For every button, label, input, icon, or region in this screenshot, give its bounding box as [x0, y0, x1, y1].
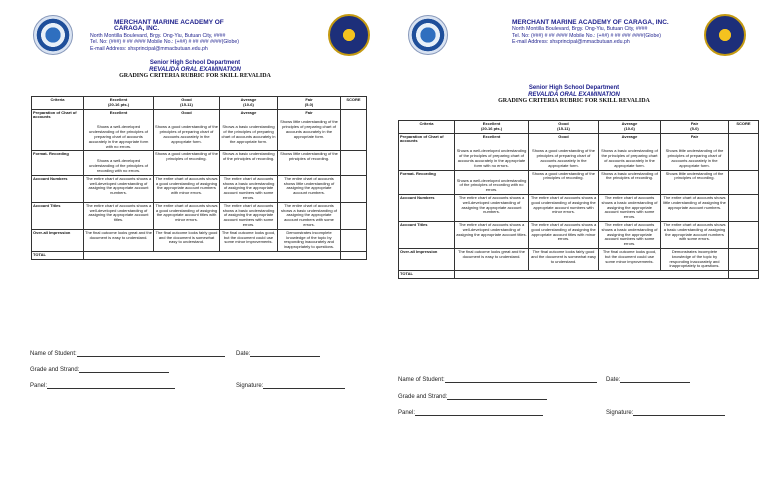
- fair-header: [661, 121, 729, 134]
- fair-cell: The entire chart of accounts shows a basic understanding of assigning the appropriate account numbers with some errors.: [278, 202, 341, 229]
- good-cell: The final outcome looks fairly good and the document is somewhat easy to understand.: [529, 248, 599, 270]
- merchant-marine-logo-icon: [408, 15, 448, 55]
- score-header: SCORE: [341, 97, 367, 110]
- panel-label: Panel:: [398, 410, 416, 416]
- school-telephone: Tel. No: (###) # ## #### Mobile No.: (+##) # ## ### ####(Globe): [90, 39, 239, 46]
- table-row: [32, 109, 367, 151]
- good-cell: [154, 109, 220, 151]
- average-cell: The final outcome looks good, but the document could use some minor improvements.: [599, 248, 661, 270]
- sublabel: Fair: [305, 109, 313, 115]
- fair-text: Shows little understanding of the principles of preparing chart of accounts accurately in the appropriate form.: [280, 119, 338, 139]
- criteria-cell: Over-all Impression: [32, 229, 84, 251]
- average-cell: The entire chart of accounts shows a basic understanding of assigning the appropriate account numbers with some errors.: [220, 202, 278, 229]
- excellent-cell: The final outcome looks great and the document is easy to understand.: [455, 248, 529, 270]
- good-points: (15-11): [557, 125, 570, 131]
- total-row: [399, 271, 759, 279]
- grade-strand-label: Grade and Strand:: [398, 394, 448, 400]
- average-cell: [599, 133, 661, 170]
- fair-label: Fair: [690, 121, 699, 126]
- school-name: MERCHANT MARINE ACADEMY OF CARAGA, INC.: [114, 19, 224, 33]
- student-name-field[interactable]: [398, 376, 597, 383]
- school-header: [512, 20, 702, 46]
- school-address: North Montilla Boulevard, Brgy. Ong-Yiu, Butuan City, ####: [512, 26, 648, 33]
- grade-strand-label: Grade and Strand:: [30, 367, 80, 373]
- table-row: [32, 151, 367, 175]
- total-score-cell[interactable]: [729, 271, 759, 279]
- department-block: [464, 85, 684, 105]
- panel-label: Panel:: [30, 383, 48, 389]
- score-cell[interactable]: [729, 248, 759, 270]
- rubric-page-right: [384, 0, 768, 503]
- good-text: Shows a good understanding of the principles of preparing chart of accounts accurately in the appropriate form.: [155, 124, 218, 144]
- grade-strand-field[interactable]: [30, 366, 169, 373]
- student-name-label: Name of Student:: [398, 377, 445, 383]
- score-cell[interactable]: [341, 175, 367, 202]
- table-row: [399, 170, 759, 194]
- school-name: MERCHANT MARINE ACADEMY OF CARAGA, INC.: [512, 19, 669, 26]
- school-address: North Montilla Boulevard, Brgy. Ong-Yiu, Butuan City, ####: [90, 32, 226, 39]
- total-label: TOTAL: [32, 251, 84, 259]
- average-cell: The entire chart of accounts shows a basic understanding of assigning the appropriate account numbers with some errors.: [220, 175, 278, 202]
- average-cell: Shows a basic understanding of the principles of recording.: [599, 170, 661, 194]
- fair-label: Fair: [305, 97, 313, 102]
- good-text: Shows a good understanding of the principles of preparing chart of accounts accurately in the appropriate form.: [532, 148, 595, 168]
- excellent-text: Shows a well-developed understanding of the principles of preparing chart of accounts accurately in the appropriate form with no errors.: [456, 148, 527, 168]
- senior-high-school-seal-icon: [328, 14, 370, 56]
- signature-field[interactable]: [606, 409, 725, 416]
- excellent-cell: The entire chart of accounts shows a well-developed understanding of assigning the appropriate account numbers.: [84, 175, 154, 202]
- criteria-cell: Account Titles: [32, 202, 84, 229]
- score-cell[interactable]: [341, 151, 367, 175]
- excellent-cell: The entire chart of accounts shows a well-developed understanding of assigning the appropriate account titles.: [84, 202, 154, 229]
- good-cell: The entire chart of accounts shows a good understanding of assigning the appropriate account numbers with minor errors.: [529, 194, 599, 221]
- average-cell: [220, 109, 278, 151]
- average-points: (10-6): [243, 101, 254, 107]
- score-header: SCORE: [729, 121, 759, 134]
- excellent-cell: The final outcome looks great and the document is easy to understand.: [84, 229, 154, 251]
- average-cell: The final outcome looks good, but the document could use some minor improvements.: [220, 229, 278, 251]
- fair-cell: Shows little understanding of the principles of recording.: [278, 151, 341, 175]
- fair-cell: The entire chart of accounts shows little understanding of assigning the appropriate account numbers.: [661, 194, 729, 221]
- school-header: [90, 20, 250, 52]
- department-name: Senior High School Department: [149, 60, 241, 66]
- school-email: E-mail Address: shsprincipal@mmacbutuan.edu.ph: [90, 45, 208, 52]
- student-name-label: Name of Student:: [30, 351, 77, 357]
- excellent-label: Excellent: [109, 97, 128, 102]
- criteria-cell: Preparation of Chart of accounts: [32, 109, 84, 151]
- table-row: [32, 229, 367, 251]
- signature-label: Signature:: [606, 410, 634, 416]
- fair-text: Shows little understanding of the principles of preparing chart of accounts accurately in the appropriate form.: [665, 148, 724, 168]
- fair-cell: Shows little understanding of the principles of recording.: [661, 170, 729, 194]
- average-points: (10-6): [624, 125, 635, 131]
- sublabel: Average: [240, 109, 257, 115]
- department-block: [100, 60, 290, 80]
- excellent-cell: The entire chart of accounts shows a well-developed understanding of assigning the appropriate account titles.: [455, 221, 529, 248]
- table-row: [399, 194, 759, 221]
- rubric-title: GRADING CRITERIA RUBRIC FOR SKILL REVALIDA: [498, 98, 650, 104]
- fair-cell: The entire chart of accounts shows a basic understanding of assigning the appropriate account numbers with some errors.: [661, 221, 729, 248]
- sublabel: Excellent: [109, 109, 128, 115]
- criteria-cell: Preparation of Chart of accounts: [399, 133, 455, 170]
- criteria-cell: Format- Recording: [399, 170, 455, 194]
- rubric-table: [398, 120, 759, 279]
- good-header: [154, 97, 220, 110]
- excellent-label: Excellent: [482, 121, 501, 126]
- good-points: (15-11): [180, 101, 193, 107]
- date-field[interactable]: [606, 376, 690, 383]
- criteria-header: Criteria: [32, 97, 84, 110]
- panel-field[interactable]: [30, 382, 175, 389]
- sublabel: Average: [621, 133, 638, 139]
- table-row: [32, 175, 367, 202]
- excellent-header: [84, 97, 154, 110]
- table-header-row: [399, 121, 759, 134]
- good-cell: The entire chart of accounts shows a good understanding of assigning the appropriate account titles with minor errors.: [154, 202, 220, 229]
- excellent-points: (20-16 pts.): [107, 101, 130, 107]
- date-field[interactable]: [236, 350, 320, 357]
- senior-high-school-seal-icon: [704, 14, 746, 56]
- fair-cell: [278, 109, 341, 151]
- average-header: [599, 121, 661, 134]
- average-text: Shows a basic understanding of the principles of preparing chart of accounts accurately in the appropriate form.: [221, 124, 276, 144]
- criteria-header: Criteria: [399, 121, 455, 134]
- date-label: Date:: [606, 377, 621, 383]
- average-cell: Shows a basic understanding of the principles of recording.: [220, 151, 278, 175]
- department-name: Senior High School Department: [528, 85, 620, 91]
- average-label: Average: [621, 121, 638, 126]
- sublabel: Excellent: [482, 133, 501, 139]
- fair-cell: Demonstrates incomplete knowledge of the topic by responding inaccurately and inappropriately to questions.: [661, 248, 729, 270]
- score-cell[interactable]: [341, 109, 367, 151]
- score-cell[interactable]: [729, 221, 759, 248]
- exam-name: REVALIDA ORAL EXAMINATION: [149, 66, 241, 73]
- excellent-text: Shows a well-developed understanding of the principles of preparing chart of accounts accurately in the appropriate form with no errors.: [88, 124, 149, 149]
- criteria-cell: Account Titles: [399, 221, 455, 248]
- fair-points: (5-0): [690, 125, 699, 131]
- merchant-marine-logo-icon: [33, 15, 73, 55]
- rubric-table: [31, 96, 367, 260]
- school-email: E-mail Address: shsprincipal@mmacbutuan.edu.ph: [512, 39, 630, 46]
- table-row: [399, 133, 759, 170]
- score-cell[interactable]: [729, 133, 759, 170]
- average-label: Average: [240, 97, 257, 102]
- excellent-cell: [84, 109, 154, 151]
- good-cell: The entire chart of accounts shows a good understanding of assigning the appropriate account numbers with minor errors.: [154, 175, 220, 202]
- average-cell: The entire chart of accounts shows a basic understanding of assigning the appropriate account numbers with some errors.: [599, 221, 661, 248]
- fair-cell: Demonstrates incomplete knowledge of the topic by responding inaccurately and inappropriately to questions.: [278, 229, 341, 251]
- excellent-cell: [455, 133, 529, 170]
- excellent-cell: Shows a well-developed understanding of the principles of recording with no errors.: [455, 170, 529, 194]
- signature-field[interactable]: [236, 382, 345, 389]
- sublabel: Good: [181, 109, 192, 115]
- student-name-field[interactable]: [30, 350, 225, 357]
- school-telephone: Tel. No: (###) # ## #### Mobile No.: (+##) # ## ### ####(Globe): [512, 32, 661, 39]
- score-cell[interactable]: [341, 202, 367, 229]
- table-row: [399, 221, 759, 248]
- sublabel: Fair: [690, 133, 699, 139]
- good-cell: [529, 133, 599, 170]
- excellent-header: [455, 121, 529, 134]
- table-row: [399, 248, 759, 270]
- panel-field[interactable]: [398, 409, 543, 416]
- good-label: Good: [181, 97, 192, 102]
- good-cell: The final outcome looks fairly good and the document is somewhat easy to understand.: [154, 229, 220, 251]
- grade-strand-field[interactable]: [398, 393, 547, 400]
- excellent-cell: The entire chart of accounts shows a well-developed understanding of assigning the appropriate account numbers.: [455, 194, 529, 221]
- score-cell[interactable]: [341, 229, 367, 251]
- date-label: Date:: [236, 351, 251, 357]
- total-row: [32, 251, 367, 259]
- criteria-cell: Account Numbers: [399, 194, 455, 221]
- total-blank: [455, 271, 729, 279]
- average-header: [220, 97, 278, 110]
- sublabel: Good: [558, 133, 569, 139]
- total-blank: [84, 251, 341, 259]
- good-cell: The entire chart of accounts shows a good understanding of assigning the appropriate account titles with minor errors.: [529, 221, 599, 248]
- excellent-cell: Shows a well-developed understanding of the principles of recording with no errors.: [84, 151, 154, 175]
- fair-cell: The entire chart of accounts shows little understanding of assigning the appropriate account numbers.: [278, 175, 341, 202]
- table-row: [32, 202, 367, 229]
- exam-name: REVALIDA ORAL EXAMINATION: [528, 91, 620, 98]
- rubric-title: GRADING CRITERIA RUBRIC FOR SKILL REVALIDA: [119, 73, 271, 79]
- criteria-cell: Format- Recording: [32, 151, 84, 175]
- fair-points: (5-0): [304, 101, 314, 107]
- good-label: Good: [558, 121, 569, 126]
- total-label: TOTAL: [399, 271, 455, 279]
- score-cell[interactable]: [729, 194, 759, 221]
- good-cell: Shows a good understanding of the principles of recording.: [529, 170, 599, 194]
- signature-label: Signature:: [236, 383, 264, 389]
- average-text: Shows a basic understanding of the principles of preparing chart of accounts accurately in the appropriate form.: [601, 148, 658, 168]
- fair-header: [278, 97, 341, 110]
- total-score-cell[interactable]: [341, 251, 367, 259]
- criteria-cell: Account Numbers: [32, 175, 84, 202]
- score-cell[interactable]: [729, 170, 759, 194]
- table-header-row: [32, 97, 367, 110]
- good-cell: Shows a good understanding of the principles of recording.: [154, 151, 220, 175]
- excellent-points: (20-16 pts.): [480, 125, 503, 131]
- fair-cell: [661, 133, 729, 170]
- average-cell: The entire chart of accounts shows a basic understanding of assigning the appropriate account numbers with some errors.: [599, 194, 661, 221]
- good-header: [529, 121, 599, 134]
- criteria-cell: Over-all Impression: [399, 248, 455, 270]
